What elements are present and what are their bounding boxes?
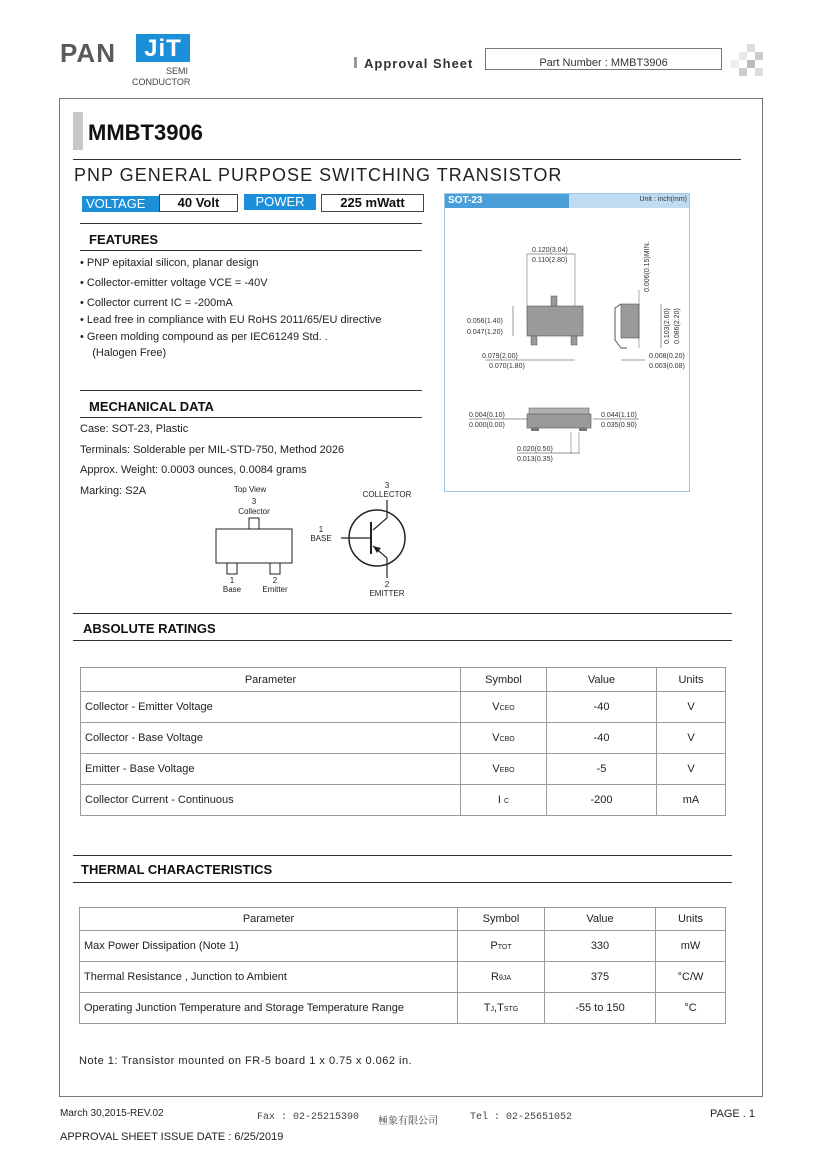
table-row bbox=[81, 785, 726, 816]
table-row bbox=[80, 962, 726, 993]
features-bottom-line bbox=[80, 250, 422, 251]
dim-standoff-max: 0.004(0.10) bbox=[469, 412, 505, 419]
emitter-label: EMITTER bbox=[369, 589, 405, 598]
mechanical-item: Marking: S2A bbox=[80, 485, 147, 497]
absolute-bottom-line bbox=[73, 640, 732, 641]
cell-value: -40 bbox=[547, 692, 657, 723]
mechanical-heading: MECHANICAL DATA bbox=[89, 399, 214, 414]
footer-tel: Tel : 02-25651052 bbox=[470, 1112, 573, 1123]
features-heading: FEATURES bbox=[89, 232, 159, 247]
logo-pan-text: PAN bbox=[60, 38, 116, 68]
pin2-name: Emitter bbox=[262, 585, 288, 594]
emitter-pin-number: 2 bbox=[384, 580, 390, 589]
dim-span-min: 0.086(2.20) bbox=[674, 308, 681, 344]
col-value: Value bbox=[545, 908, 656, 931]
title-divider bbox=[73, 159, 741, 160]
dim-width-min: 0.110(2.80) bbox=[532, 257, 568, 264]
mechanical-item: Approx. Weight: 0.0003 ounces, 0.0084 grams bbox=[80, 464, 307, 476]
table-row bbox=[80, 931, 726, 962]
part-number-box: Part Number : MMBT3906 bbox=[485, 48, 722, 70]
feature-item: • Lead free in compliance with EU RoHS 2011/65/EU directive bbox=[80, 314, 382, 326]
thermal-table bbox=[79, 907, 726, 1024]
cell-unit: V bbox=[657, 723, 726, 754]
col-parameter: Parameter bbox=[81, 668, 461, 692]
power-label: POWER bbox=[244, 194, 316, 210]
cell-unit: °C bbox=[656, 993, 726, 1024]
cell-symbol: VEBO bbox=[461, 754, 547, 785]
page-title: MMBT3906 bbox=[88, 120, 203, 145]
pnp-transistor-symbol-icon bbox=[305, 478, 425, 602]
cell-symbol: PTOT bbox=[458, 931, 545, 962]
note-text: Note 1: Transistor mounted on FR-5 board 1 x 0.75 x 0.062 in. bbox=[79, 1055, 413, 1067]
col-parameter: Parameter bbox=[80, 908, 458, 931]
col-symbol: Symbol bbox=[461, 668, 547, 692]
pin3-name: Collector bbox=[238, 507, 270, 516]
power-value: 225 mWatt bbox=[321, 194, 424, 212]
top-view-diagram bbox=[200, 482, 310, 597]
feature-item: • Collector-emitter voltage VCE = -40V bbox=[80, 277, 268, 289]
cell-value: -5 bbox=[547, 754, 657, 785]
table-row bbox=[81, 692, 726, 723]
cell-unit: V bbox=[657, 692, 726, 723]
collector-label: COLLECTOR bbox=[362, 490, 412, 499]
table-header-row bbox=[80, 908, 726, 931]
feature-item: • Green molding compound as per IEC61249 Std. . bbox=[80, 331, 328, 343]
thermal-heading: THERMAL CHARACTERISTICS bbox=[81, 862, 273, 877]
cell-parameter: Collector - Base Voltage bbox=[81, 723, 461, 754]
feature-item: • PNP epitaxial silicon, planar design bbox=[80, 257, 259, 269]
thermal-bottom-line bbox=[73, 882, 732, 883]
dim-width-max: 0.120(3.04) bbox=[532, 247, 568, 254]
dim-min-lead: 0.006(0.15)MIN. bbox=[644, 241, 651, 292]
mechanical-item: Case: SOT-23, Plastic bbox=[80, 423, 189, 435]
mechanical-top-line bbox=[80, 390, 422, 391]
mechanical-bottom-line bbox=[80, 417, 422, 418]
page-subtitle: PNP GENERAL PURPOSE SWITCHING TRANSISTOR bbox=[74, 165, 563, 185]
table-row bbox=[80, 993, 726, 1024]
cell-value: -200 bbox=[547, 785, 657, 816]
feature-item: (Halogen Free) bbox=[80, 347, 167, 359]
cell-symbol: VCEO bbox=[461, 692, 547, 723]
mechanical-item: Terminals: Solderable per MIL-STD-750, Method 2026 bbox=[80, 444, 345, 456]
title-tab bbox=[73, 112, 83, 150]
table-header-row bbox=[81, 668, 726, 692]
dim-thick-max: 0.008(0.20) bbox=[649, 353, 685, 360]
cell-value: 375 bbox=[545, 962, 656, 993]
voltage-label: VOLTAGE bbox=[82, 196, 162, 212]
base-label: BASE bbox=[310, 534, 332, 543]
collector-pin-number: 3 bbox=[384, 481, 390, 490]
cell-parameter: Max Power Dissipation (Note 1) bbox=[80, 931, 458, 962]
logo-semi-text: SEMI bbox=[166, 66, 189, 76]
cell-parameter: Emitter - Base Voltage bbox=[81, 754, 461, 785]
base-pin-number: 1 bbox=[318, 525, 324, 534]
pin3-number: 3 bbox=[251, 497, 257, 506]
pin1-number: 1 bbox=[229, 576, 235, 585]
features-top-line bbox=[80, 223, 422, 224]
cell-symbol: TJ,TSTG bbox=[458, 993, 545, 1024]
package-unit: Unit : inch(mm) bbox=[639, 196, 687, 203]
footer-page: PAGE . 1 bbox=[710, 1108, 756, 1120]
decorative-squares-icon bbox=[725, 44, 765, 80]
dim-lead-max: 0.020(0.50) bbox=[517, 446, 553, 453]
thermal-top-line bbox=[73, 855, 732, 856]
dim-body-h-max: 0.044(1.10) bbox=[601, 412, 637, 419]
cell-parameter: Operating Junction Temperature and Storage Temperature Range bbox=[80, 993, 458, 1024]
package-outline-panel bbox=[444, 193, 690, 492]
table-row bbox=[81, 723, 726, 754]
cell-value: -40 bbox=[547, 723, 657, 754]
logo-jit-text: JiT bbox=[136, 34, 190, 62]
absolute-ratings-table bbox=[80, 667, 726, 816]
footer-fax: Fax : 02-25215390 bbox=[257, 1112, 360, 1123]
table-row bbox=[81, 754, 726, 785]
footer-issue-date: APPROVAL SHEET ISSUE DATE : 6/25/2019 bbox=[60, 1131, 284, 1143]
dim-height-max: 0.056(1.40) bbox=[467, 318, 503, 325]
cell-unit: °C/W bbox=[656, 962, 726, 993]
col-units: Units bbox=[657, 668, 726, 692]
cell-parameter: Collector Current - Continuous bbox=[81, 785, 461, 816]
cell-symbol: I C bbox=[461, 785, 547, 816]
absolute-top-line bbox=[73, 613, 732, 614]
cell-parameter: Thermal Resistance , Junction to Ambient bbox=[80, 962, 458, 993]
cell-unit: V bbox=[657, 754, 726, 785]
footer-company: 極象有限公司 bbox=[378, 1117, 438, 1128]
cell-symbol: RθJA bbox=[458, 962, 545, 993]
top-view-title: Top View bbox=[233, 485, 267, 494]
dim-pitch-min: 0.070(1.80) bbox=[489, 363, 525, 370]
cell-value: -55 to 150 bbox=[545, 993, 656, 1024]
col-value: Value bbox=[547, 668, 657, 692]
pin2-number: 2 bbox=[272, 576, 278, 585]
dim-height-min: 0.047(1.20) bbox=[467, 329, 503, 336]
dim-pitch-max: 0.079(2.00) bbox=[482, 353, 518, 360]
col-symbol: Symbol bbox=[458, 908, 545, 931]
dim-lead-min: 0.013(0.35) bbox=[517, 456, 553, 463]
approval-bar bbox=[354, 57, 357, 68]
feature-item: • Collector current IC = -200mA bbox=[80, 297, 233, 309]
voltage-value: 40 Volt bbox=[159, 194, 238, 212]
cell-unit: mW bbox=[656, 931, 726, 962]
footer-date-rev: March 30,2015-REV.02 bbox=[60, 1108, 164, 1119]
logo-conductor-text: CONDUCTOR bbox=[132, 77, 191, 87]
cell-unit: mA bbox=[657, 785, 726, 816]
cell-symbol: VCBO bbox=[461, 723, 547, 754]
absolute-heading: ABSOLUTE RATINGS bbox=[83, 621, 216, 636]
pin1-name: Base bbox=[222, 585, 242, 594]
approval-sheet-label: Approval Sheet bbox=[364, 56, 474, 71]
dim-span-max: 0.103(2.60) bbox=[664, 308, 671, 344]
col-units: Units bbox=[656, 908, 726, 931]
sot23-dimension-drawing bbox=[445, 208, 689, 491]
cell-value: 330 bbox=[545, 931, 656, 962]
dim-standoff-min: 0.000(0.00) bbox=[469, 422, 505, 429]
dim-body-h-min: 0.035(0.90) bbox=[601, 422, 637, 429]
package-label: SOT-23 bbox=[445, 194, 569, 208]
dim-thick-min: 0.003(0.08) bbox=[649, 363, 685, 370]
cell-parameter: Collector - Emitter Voltage bbox=[81, 692, 461, 723]
